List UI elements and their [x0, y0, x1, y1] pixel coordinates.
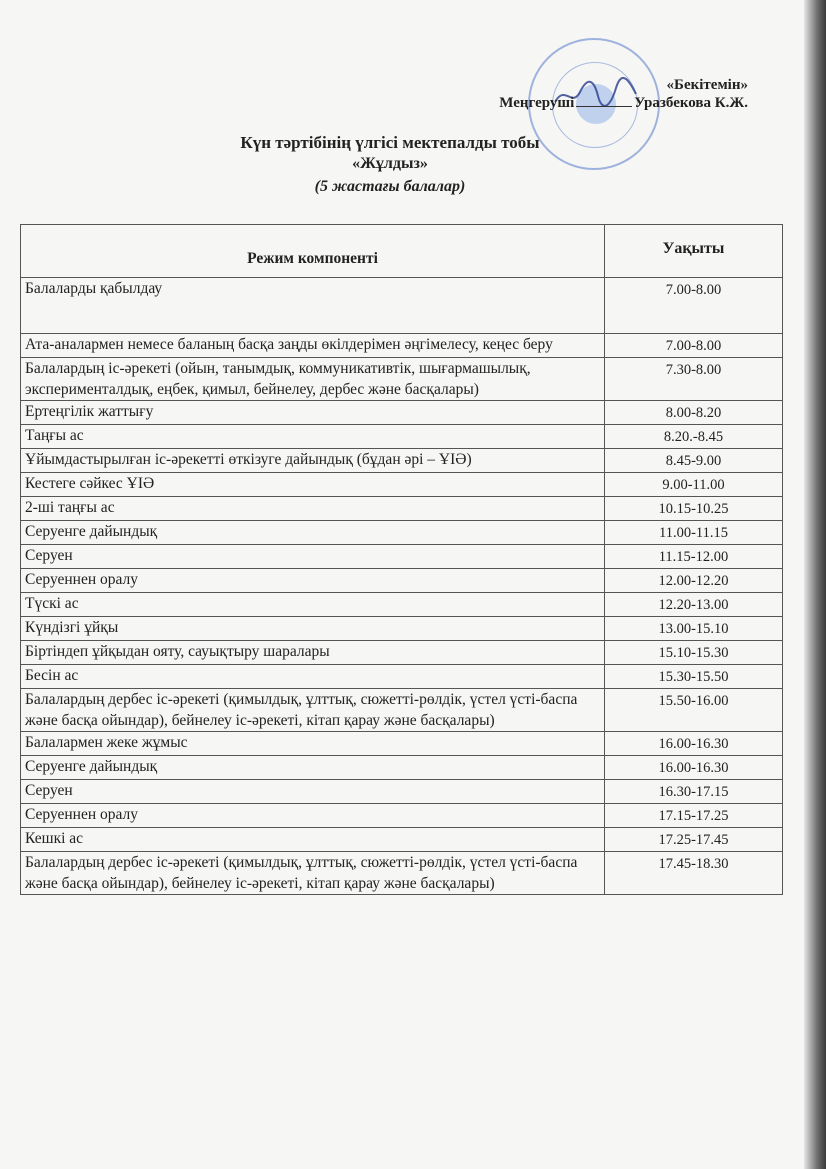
- row-activity: Балалардың дербес іс-әрекеті (қимылдық, ұлттық, сюжетті-рөлдік, үстел үсті-баспа және басқа ойындар), бейнелеу іс-әрекеті, кітап қарау және басқалары): [21, 852, 605, 895]
- row-activity: Серуенге дайындық: [21, 756, 605, 780]
- row-time: 7.00-8.00: [605, 334, 783, 358]
- approval-block: [499, 76, 748, 112]
- table-header-row: [21, 225, 783, 278]
- row-time: 8.20.-8.45: [605, 425, 783, 449]
- row-activity: Күндізгі ұйқы: [21, 617, 605, 641]
- age-note: (5 жастағы балалар): [314, 178, 466, 195]
- row-time: 17.25-17.45: [605, 828, 783, 852]
- row-time: 9.00-11.00: [605, 473, 783, 497]
- row-time: 16.00-16.30: [605, 732, 783, 756]
- row-time: 11.00-11.15: [605, 521, 783, 545]
- row-activity: Ұйымдастырылған іс-әрекетті өткізуге дайындық (бұдан әрі – ҰІӘ): [21, 449, 605, 473]
- table-row: [21, 852, 783, 895]
- table-row: [21, 401, 783, 425]
- row-activity: Серуен: [21, 780, 605, 804]
- row-time: 8.45-9.00: [605, 449, 783, 473]
- row-time: 17.45-18.30: [605, 852, 783, 895]
- document-title: Күн тәртібінің үлгісі мектепалды тобы: [240, 133, 540, 152]
- table-row: [21, 497, 783, 521]
- table-row: [21, 780, 783, 804]
- head-signature-line: [499, 94, 748, 112]
- row-time: 17.15-17.25: [605, 804, 783, 828]
- table-row: [21, 617, 783, 641]
- row-time: 7.30-8.00: [605, 358, 783, 401]
- row-time: 7.00-8.00: [605, 278, 783, 334]
- table-row: [21, 278, 783, 334]
- table-row: [21, 665, 783, 689]
- row-time: 12.00-12.20: [605, 569, 783, 593]
- table-row: [21, 828, 783, 852]
- row-time: 8.00-8.20: [605, 401, 783, 425]
- row-time: 13.00-15.10: [605, 617, 783, 641]
- approval-label: «Бекітемін»: [666, 77, 748, 93]
- schedule-table: [20, 224, 783, 895]
- row-time: 10.15-10.25: [605, 497, 783, 521]
- row-activity: Кестеге сәйкес ҰІӘ: [21, 473, 605, 497]
- row-activity: Ата-аналармен немесе баланың басқа заңды өкілдерімен әңгімелесу, кеңес беру: [21, 334, 605, 358]
- row-activity: Түскі ас: [21, 593, 605, 617]
- table-row: [21, 334, 783, 358]
- table-row: [21, 804, 783, 828]
- row-time: 11.15-12.00: [605, 545, 783, 569]
- table-row: [21, 521, 783, 545]
- table-row: [21, 545, 783, 569]
- row-activity: Біртіндеп ұйқыдан ояту, сауықтыру шаралары: [21, 641, 605, 665]
- table-row: [21, 593, 783, 617]
- row-activity: 2-ші таңғы ас: [21, 497, 605, 521]
- row-time: 15.10-15.30: [605, 641, 783, 665]
- header-component: Режим компоненті: [21, 225, 605, 278]
- row-activity: Балалардың дербес іс-әрекеті (қимылдық, ұлттық, сюжетті-рөлдік, үстел үсті-баспа және басқа ойындар), бейнелеу іс-әрекеті, кітап қарау және басқалары): [21, 689, 605, 732]
- table-row: [21, 689, 783, 732]
- row-time: 16.00-16.30: [605, 756, 783, 780]
- table-row: [21, 425, 783, 449]
- row-activity: Бесін ас: [21, 665, 605, 689]
- head-name: Уразбекова К.Ж.: [634, 95, 748, 111]
- row-activity: Балалардың іс-әрекеті (ойын, танымдық, коммуникативтік, шығармашылық, эксперименталдық, еңбек, қимыл, бейнелеу, дербес және басқалары): [21, 358, 605, 401]
- row-time: 12.20-13.00: [605, 593, 783, 617]
- header-time: Уақыты: [605, 225, 783, 278]
- row-activity: Балаларды қабылдау: [21, 278, 605, 334]
- row-activity: Балалармен жеке жұмыс: [21, 732, 605, 756]
- row-activity: Таңғы ас: [21, 425, 605, 449]
- row-activity: Серуеннен оралу: [21, 804, 605, 828]
- row-activity: Кешкі ас: [21, 828, 605, 852]
- row-activity: Ертеңгілік жаттығу: [21, 401, 605, 425]
- row-activity: Серуен: [21, 545, 605, 569]
- table-row: [21, 473, 783, 497]
- table-row: [21, 569, 783, 593]
- group-name: «Жұлдыз»: [352, 155, 428, 172]
- table-row: [21, 732, 783, 756]
- row-time: 15.50-16.00: [605, 689, 783, 732]
- table-row: [21, 756, 783, 780]
- row-activity: Серуенге дайындық: [21, 521, 605, 545]
- row-time: 16.30-17.15: [605, 780, 783, 804]
- table-row: [21, 641, 783, 665]
- table-row: [21, 449, 783, 473]
- row-time: 15.30-15.50: [605, 665, 783, 689]
- signature-underline: [576, 94, 632, 107]
- scan-edge-shadow: [804, 0, 826, 1169]
- head-label: Меңгеруші: [499, 95, 575, 111]
- row-activity: Серуеннен оралу: [21, 569, 605, 593]
- table-row: [21, 358, 783, 401]
